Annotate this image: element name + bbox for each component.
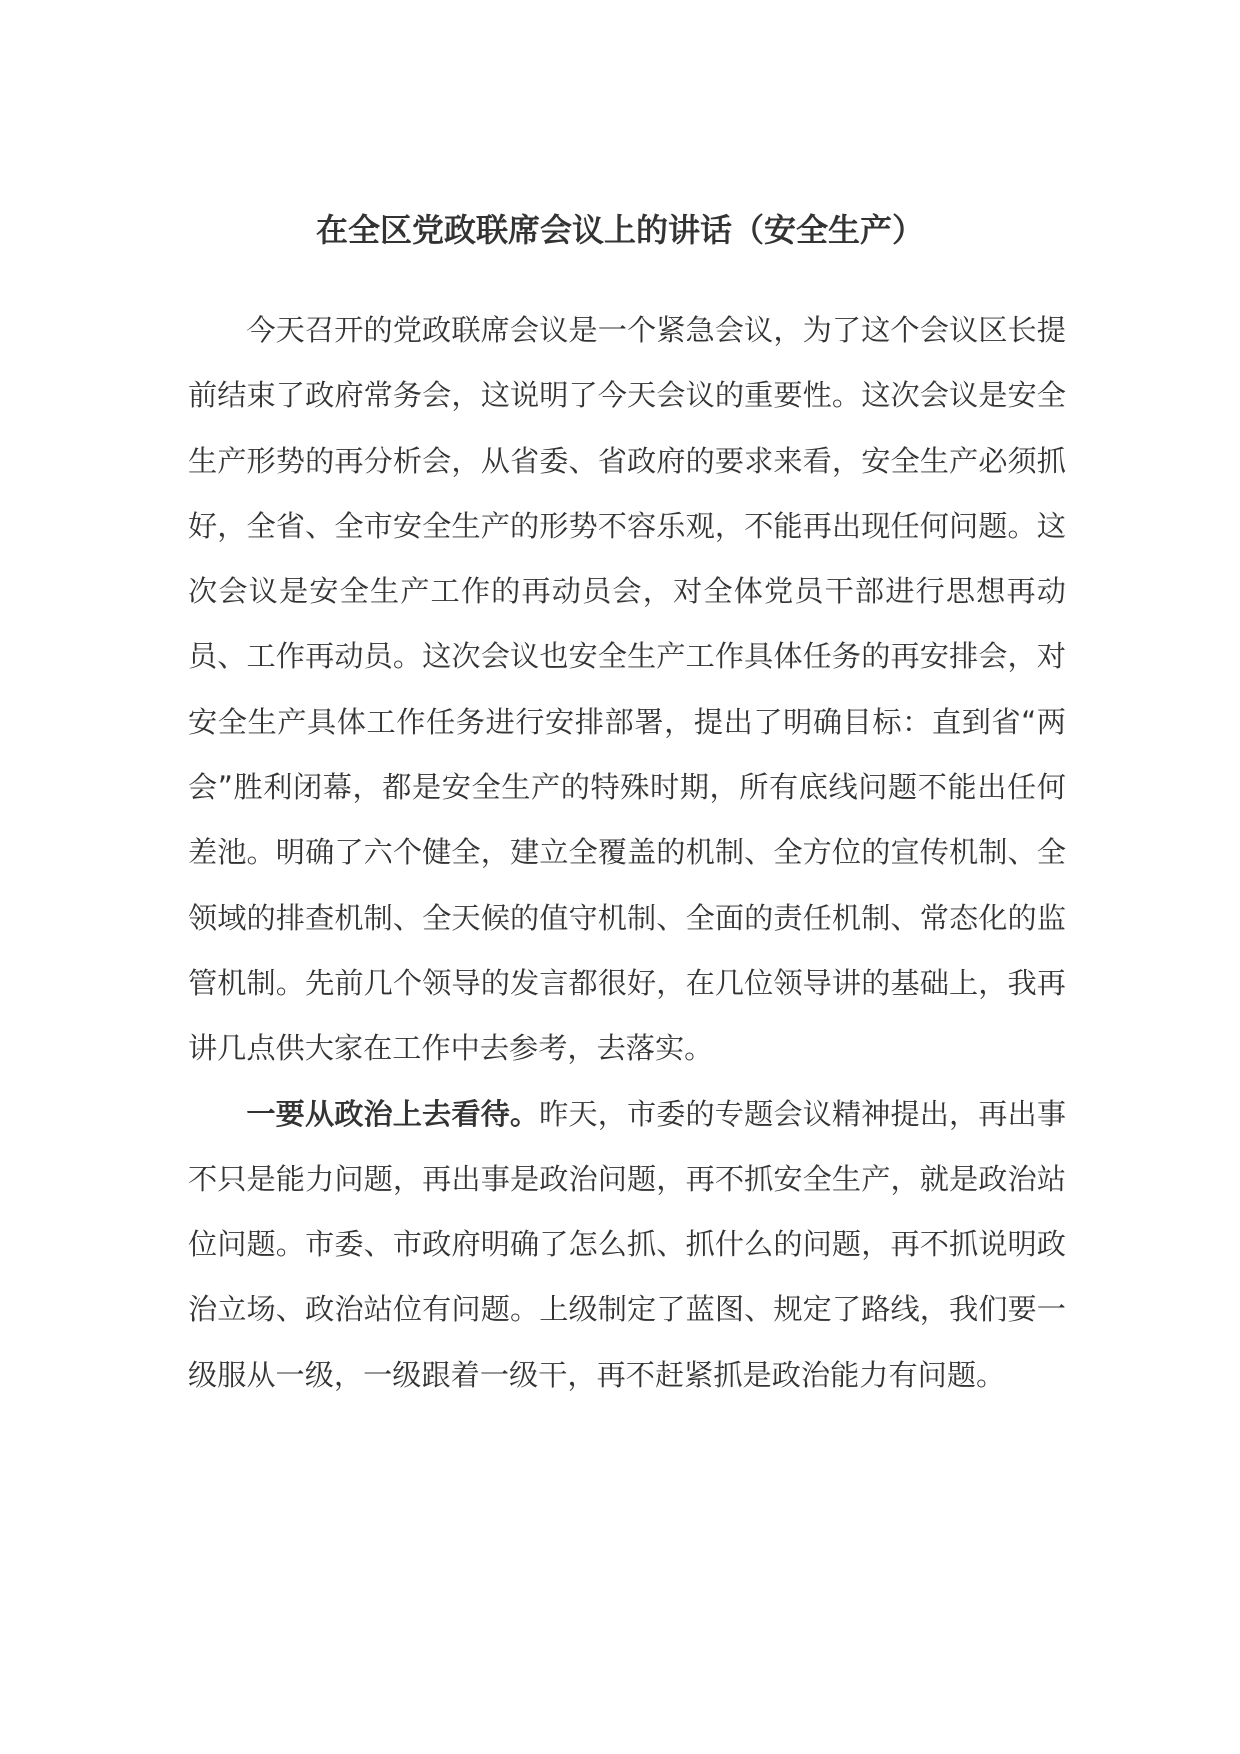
paragraph-1-text: 今天召开的党政联席会议是一个紧急会议，为了这个会议区长提前结束了政府常务会，这说明了今天会议的重要性。这次会议是安全生产形势的再分析会，从省委、省政府的要求来看，安全生产必须抓好，全省、全市安全生产的形势不容乐观，不能再出现任何问题。这次会议是安全生产工作的再动员会，对全体党员干部进行思想再动员、工作再动员。这次会议也安全生产工作具体任务的再安排会，对安全生产具体工作任务进行安排部署，提出了明确目标：直到省“两会”胜利闭幕，都是安全生产的特殊时期，所有底线问题不能出任何差池。明确了六个健全，建立全覆盖的机制、全方位的宣传机制、全领域的排查机制、全天候的值守机制、全面的责任机制、常态化的监管机制。先前几个领导的发言都很好，在几位领导讲的基础上，我再讲几点供大家在工作中去参考，去落实。 (188, 313, 1066, 1066)
paragraph-1 (188, 298, 1066, 1082)
paragraph-2-lead: 一要从政治上去看待。 (246, 1096, 540, 1131)
document-title: 在全区党政联席会议上的讲话（安全生产） (315, 211, 924, 249)
paragraph-2-text: 昨天，市委的专题会议精神提出，再出事不只是能力问题，再出事是政治问题，再不抓安全生产，就是政治站位问题。市委、市政府明确了怎么抓、抓什么的问题，再不抓说明政治立场、政治站位有问题。上级制定了蓝图、规定了路线，我们要一级服从一级，一级跟着一级干，再不赶紧抓是政治能力有问题。 (188, 1096, 1067, 1392)
document-body (188, 298, 1066, 1408)
paragraph-2 (188, 1082, 1066, 1408)
